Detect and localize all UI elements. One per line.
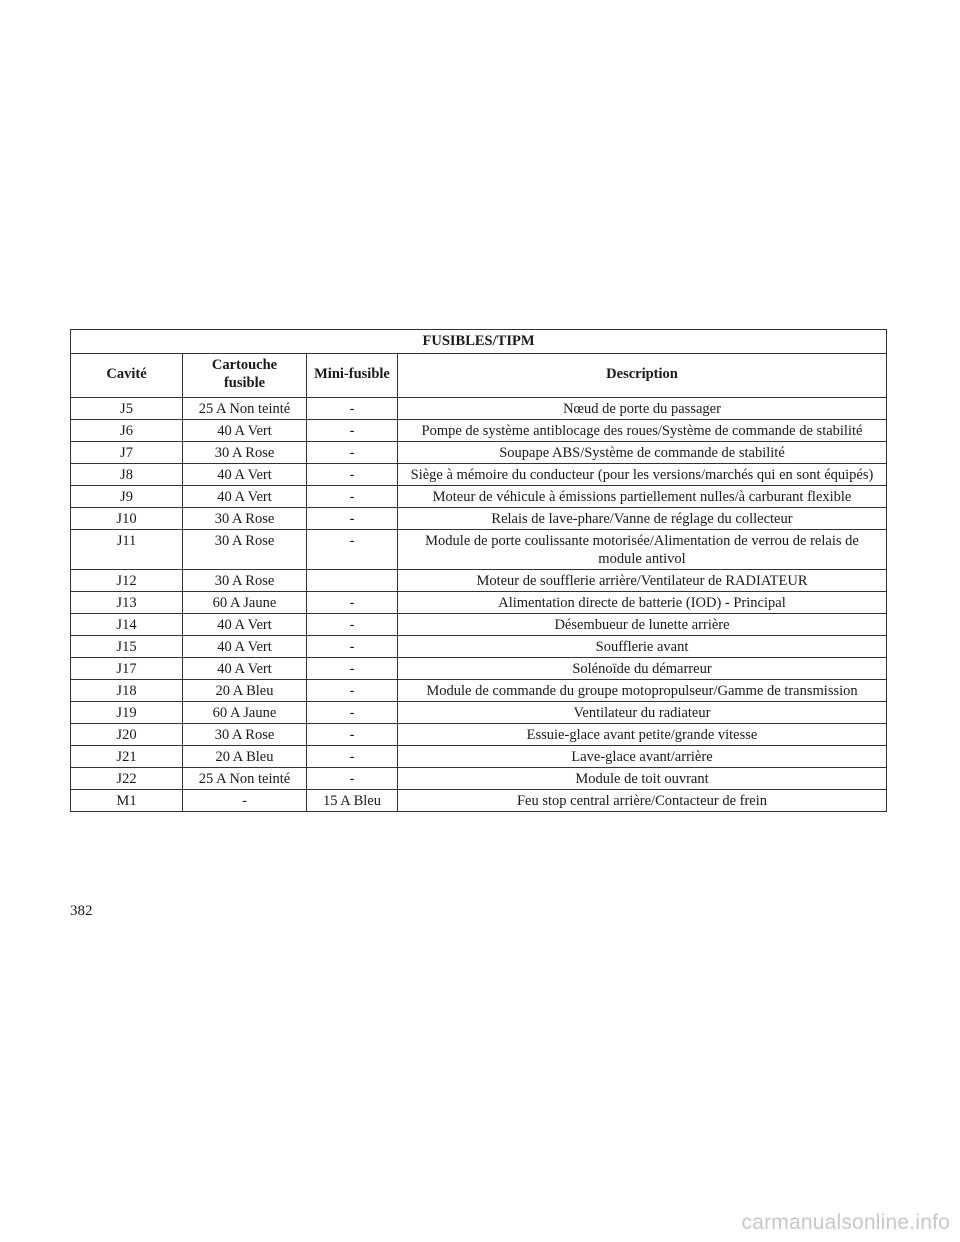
table-row: [71, 658, 887, 680]
cell-cavite: J19: [71, 702, 183, 724]
fuse-rows: [71, 398, 887, 812]
cell-cartouche: 60 A Jaune: [183, 592, 307, 614]
cell-cartouche: 40 A Vert: [183, 464, 307, 486]
cell-cavite: J18: [71, 680, 183, 702]
cell-mini: -: [307, 614, 398, 636]
cell-mini: -: [307, 768, 398, 790]
watermark[interactable]: carmanualsonline.info: [741, 1211, 950, 1234]
cell-cartouche: 60 A Jaune: [183, 702, 307, 724]
cell-description: Ventilateur du radiateur: [398, 702, 887, 724]
header-cartouche-fusible: [183, 354, 307, 398]
table-row: [71, 614, 887, 636]
header-mini-fusible: Mini-fusible: [307, 354, 398, 398]
table-row: [71, 746, 887, 768]
cell-cartouche: 40 A Vert: [183, 658, 307, 680]
table-row: [71, 702, 887, 724]
cell-cavite: J22: [71, 768, 183, 790]
table-row: [71, 530, 887, 570]
cell-mini: -: [307, 724, 398, 746]
cell-cavite: J15: [71, 636, 183, 658]
cell-mini: -: [307, 442, 398, 464]
cell-description: Module de porte coulissante motorisée/Alimentation de verrou de relais de module antivol: [398, 530, 887, 570]
cell-description: Pompe de système antiblocage des roues/Système de commande de stabilité: [398, 420, 887, 442]
cell-mini: [307, 570, 398, 592]
cell-mini: -: [307, 420, 398, 442]
cell-cavite: J13: [71, 592, 183, 614]
cell-mini: -: [307, 680, 398, 702]
table-row: [71, 636, 887, 658]
table-row: [71, 724, 887, 746]
header-description: Description: [398, 354, 887, 398]
cell-description: Feu stop central arrière/Contacteur de frein: [398, 790, 887, 812]
cell-cavite: J10: [71, 508, 183, 530]
cell-cartouche: 40 A Vert: [183, 636, 307, 658]
cell-cartouche: 40 A Vert: [183, 420, 307, 442]
cell-cartouche: 20 A Bleu: [183, 746, 307, 768]
cell-mini: -: [307, 508, 398, 530]
table-row: [71, 464, 887, 486]
table-row: [71, 442, 887, 464]
cell-description: Désembueur de lunette arrière: [398, 614, 887, 636]
cell-description: Essuie-glace avant petite/grande vitesse: [398, 724, 887, 746]
table-row: [71, 570, 887, 592]
cell-cartouche: 30 A Rose: [183, 724, 307, 746]
table-row: [71, 592, 887, 614]
cell-description: Moteur de véhicule à émissions partiellement nulles/à carburant flexible: [398, 486, 887, 508]
cell-cavite: J7: [71, 442, 183, 464]
cell-cavite: J5: [71, 398, 183, 420]
cell-cartouche: 30 A Rose: [183, 508, 307, 530]
header-cartouche-fusible-label: Cartouche fusible: [211, 357, 278, 391]
table-row: [71, 680, 887, 702]
cell-cartouche: 30 A Rose: [183, 442, 307, 464]
cell-description: Soufflerie avant: [398, 636, 887, 658]
cell-description: Relais de lave-phare/Vanne de réglage du collecteur: [398, 508, 887, 530]
cell-mini: -: [307, 636, 398, 658]
cell-mini: -: [307, 486, 398, 508]
cell-description: Lave-glace avant/arrière: [398, 746, 887, 768]
cell-mini: -: [307, 658, 398, 680]
table-row: [71, 420, 887, 442]
cell-cartouche: 40 A Vert: [183, 486, 307, 508]
cell-description: Solénoïde du démarreur: [398, 658, 887, 680]
cell-cartouche: 40 A Vert: [183, 614, 307, 636]
cell-cartouche: 25 A Non teinté: [183, 768, 307, 790]
cell-description: Soupape ABS/Système de commande de stabilité: [398, 442, 887, 464]
cell-cavite: J6: [71, 420, 183, 442]
cell-cavite: J20: [71, 724, 183, 746]
cell-cartouche: 20 A Bleu: [183, 680, 307, 702]
fuse-table: [70, 329, 887, 812]
cell-mini: -: [307, 746, 398, 768]
cell-cavite: J8: [71, 464, 183, 486]
cell-cartouche: -: [183, 790, 307, 812]
cell-mini: -: [307, 398, 398, 420]
cell-cavite: J11: [71, 530, 183, 570]
cell-description: Nœud de porte du passager: [398, 398, 887, 420]
table-row: [71, 790, 887, 812]
cell-cavite: M1: [71, 790, 183, 812]
cell-cavite: J9: [71, 486, 183, 508]
table-row: [71, 768, 887, 790]
cell-mini: 15 A Bleu: [307, 790, 398, 812]
cell-cartouche: 25 A Non teinté: [183, 398, 307, 420]
cell-description: Module de toit ouvrant: [398, 768, 887, 790]
table-row: [71, 398, 887, 420]
page-number: 382: [70, 903, 93, 919]
table-row: [71, 508, 887, 530]
cell-description: Module de commande du groupe motopropulseur/Gamme de transmission: [398, 680, 887, 702]
table-title: FUSIBLES/TIPM: [71, 330, 887, 354]
cell-cavite: J17: [71, 658, 183, 680]
cell-cartouche: 30 A Rose: [183, 570, 307, 592]
table-row: [71, 486, 887, 508]
cell-description: Moteur de soufflerie arrière/Ventilateur de RADIATEUR: [398, 570, 887, 592]
cell-mini: -: [307, 592, 398, 614]
cell-mini: -: [307, 702, 398, 724]
cell-mini: -: [307, 464, 398, 486]
header-cavite: Cavité: [71, 354, 183, 398]
cell-cavite: J21: [71, 746, 183, 768]
cell-cartouche: 30 A Rose: [183, 530, 307, 570]
cell-mini: -: [307, 530, 398, 570]
cell-description: Alimentation directe de batterie (IOD) - Principal: [398, 592, 887, 614]
cell-description: Siège à mémoire du conducteur (pour les versions/marchés qui en sont équipés): [398, 464, 887, 486]
cell-cavite: J12: [71, 570, 183, 592]
cell-cavite: J14: [71, 614, 183, 636]
